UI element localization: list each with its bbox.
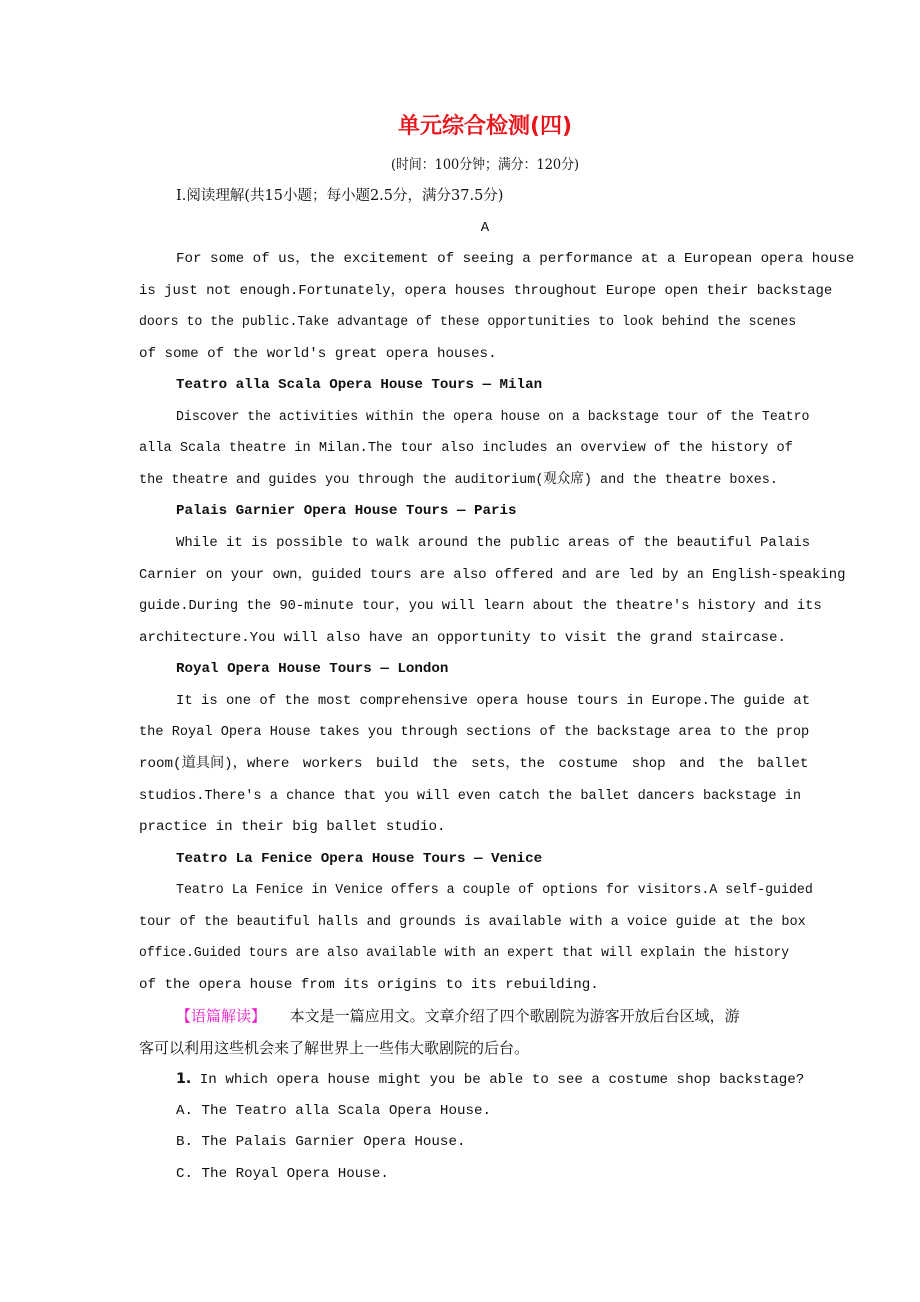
intro-line: is just not enough.Fortunately，opera houses throughout Europe open their backstage: [139, 283, 833, 299]
tour-heading-paris: Palais Garnier Opera House Tours — Paris: [176, 503, 517, 519]
tour-line: architecture.You will also have an opportunity to visit the grand staircase.: [139, 630, 787, 646]
tour-line: office.Guided tours are also available with an expert that will explain the history: [139, 945, 790, 961]
tour-line: Teatro La Fenice in Venice offers a couple of options for visitors.A self-guided: [176, 882, 813, 898]
option-a: A. The Teatro alla Scala Opera House.: [176, 1103, 492, 1119]
tour-heading-london: Royal Opera House Tours — London: [176, 661, 449, 677]
exam-info: (时间：100分钟；满分：120分): [390, 157, 580, 173]
tour-line: While it is possible to walk around the public areas of the beautiful Palais: [176, 535, 811, 551]
question-stem: [176, 1068, 804, 1091]
analysis-line: [176, 1005, 740, 1027]
page-title: 单元综合检测(四): [397, 114, 573, 139]
tour-heading-venice: Teatro La Fenice Opera House Tours — Venice: [176, 851, 543, 867]
analysis-line: 客可以利用这些机会来了解世界上一些伟大歌剧院的后台。: [139, 1039, 530, 1057]
option-b: B. The Palais Garnier Opera House.: [176, 1134, 466, 1150]
tour-line: the theatre and guides you through the auditorium(观众席) and the theatre boxes.: [139, 472, 778, 488]
intro-line: doors to the public.Take advantage of these opportunities to look behind the scenes: [139, 314, 797, 330]
tour-line: guide.During the 90-minute tour，you will learn about the theatre's history and its: [139, 598, 822, 614]
tour-line: room(道具间)，where workers build the sets，the costume shop and the ballet: [139, 756, 809, 772]
tour-heading-milan: Teatro alla Scala Opera House Tours — Milan: [176, 377, 543, 393]
section-heading: Ⅰ.阅读理解(共15小题；每小题2.5分，满分37.5分): [176, 188, 504, 204]
tour-line: Carnier on your own，guided tours are also offered and are led by an English-speaking: [139, 567, 846, 583]
question-text: In which opera house might you be able to see a costume shop backstage?: [199, 1072, 805, 1088]
intro-line: For some of us，the excitement of seeing a performance at a European opera house: [176, 251, 855, 267]
option-c: C. The Royal Opera House.: [176, 1166, 389, 1182]
tour-line: practice in their big ballet studio.: [139, 819, 446, 835]
passage-label: A: [480, 220, 490, 236]
analysis-tag: 【语篇解读】: [176, 1007, 267, 1025]
intro-line: of some of the world's great opera houses.: [139, 346, 497, 362]
tour-line: the Royal Opera House takes you through sections of the backstage area to the prop: [139, 724, 810, 740]
tour-line: It is one of the most comprehensive opera house tours in Europe.The guide at: [176, 693, 811, 709]
question-number: 1.: [176, 1071, 192, 1087]
tour-line: of the opera house from its origins to its rebuilding.: [139, 977, 599, 993]
tour-line: alla Scala theatre in Milan.The tour also includes an overview of the history of: [139, 440, 793, 456]
tour-line: studios.There's a chance that you will even catch the ballet dancers backstage in: [139, 788, 802, 804]
tour-line: Discover the activities within the opera house on a backstage tour of the Teatro: [176, 409, 810, 425]
tour-line: tour of the beautiful halls and grounds is available with a voice guide at the box: [139, 914, 806, 930]
analysis-text: 本文是一篇应用文。文章介绍了四个歌剧院为游客开放后台区域，游: [289, 1007, 740, 1025]
